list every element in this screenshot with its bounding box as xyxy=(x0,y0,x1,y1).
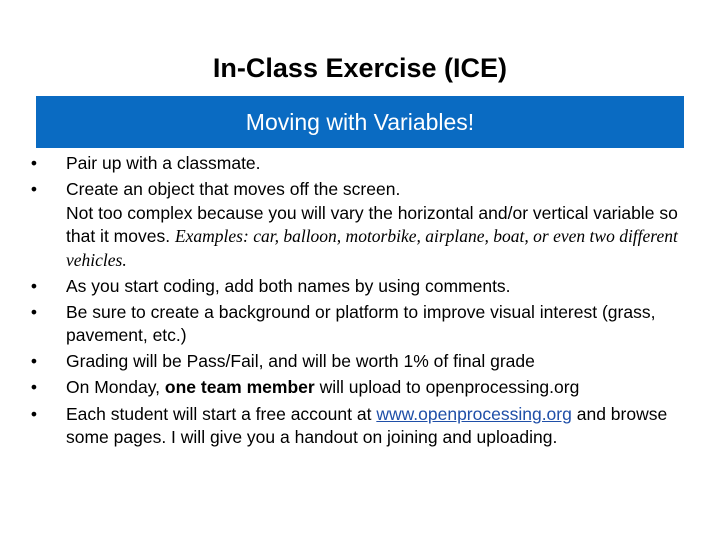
bullet-icon: • xyxy=(30,377,38,398)
list-item xyxy=(28,178,696,272)
bullet-icon: • xyxy=(30,275,38,296)
openprocessing-link[interactable]: www.openprocessing.org xyxy=(376,403,572,424)
bullet-icon: • xyxy=(30,403,38,424)
bullet-text: Not too complex because you will vary the horizontal and/or vertical variable so that it moves. xyxy=(66,202,678,247)
bullet-icon: • xyxy=(30,153,38,173)
banner-text: Moving with Variables! xyxy=(245,108,475,135)
bullet-text: On Monday, xyxy=(66,377,161,398)
list-item xyxy=(28,350,696,374)
subtitle-banner xyxy=(36,96,684,148)
bullet-icon: • xyxy=(30,179,38,200)
examples-text: Examples: car, balloon, motorbike, airplane, boat, or even two different vehicles. xyxy=(66,226,678,270)
list-item xyxy=(28,152,696,176)
list-item xyxy=(28,376,696,400)
bullet-text: Grading will be Pass/Fail, and will be worth 1% of final grade xyxy=(66,351,535,372)
list-item xyxy=(28,275,696,299)
bullet-text: Be sure to create a background or platform to improve visual interest (grass, pavement, etc.) xyxy=(66,301,656,346)
bullet-text: As you start coding, add both names by using comments. xyxy=(66,275,511,296)
bullet-text: Each student will start a free account at xyxy=(66,403,372,424)
bullet-icon: • xyxy=(30,301,38,322)
bold-text: one team member xyxy=(164,377,315,398)
bullet-text: Pair up with a classmate. xyxy=(66,153,261,173)
list-item xyxy=(28,301,696,348)
bullet-text: and browse some pages. I will give you a handout on joining and uploading. xyxy=(66,403,668,448)
list-item xyxy=(28,403,696,450)
bullet-text: will upload to openprocessing.org xyxy=(319,377,580,398)
bullet-icon: • xyxy=(30,351,38,372)
bullet-list xyxy=(28,152,696,452)
bullet-text: Create an object that moves off the screen. xyxy=(66,179,401,200)
slide-title: In-Class Exercise (ICE) xyxy=(212,53,508,83)
